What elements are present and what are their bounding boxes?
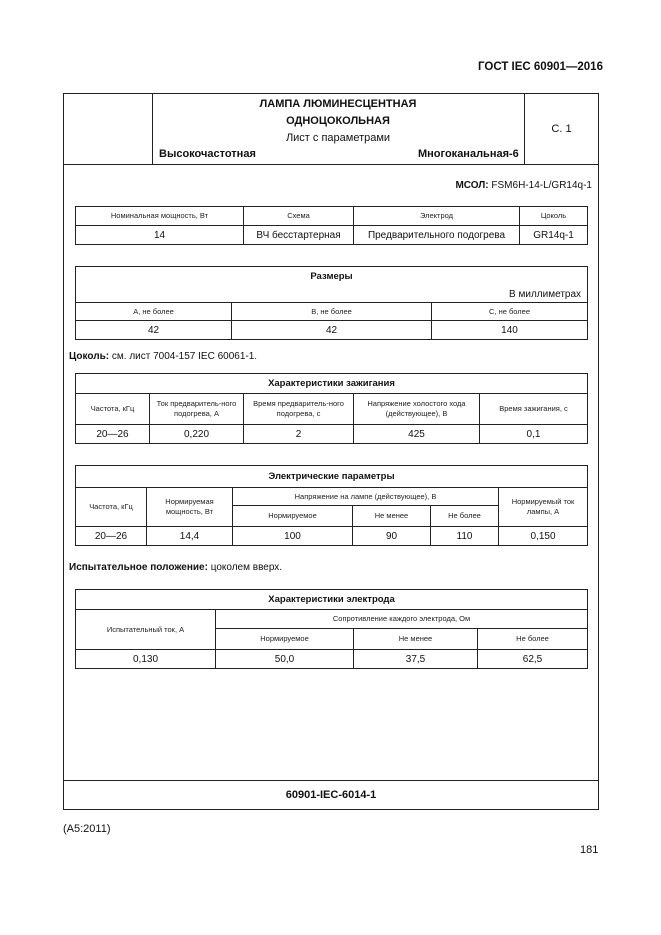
- cap-note-text: см. лист 7004-157 IEC 60061-1.: [111, 351, 258, 362]
- header-frequency: Частота, кГц: [76, 394, 150, 425]
- cell-open-circuit-voltage: 425: [354, 425, 480, 444]
- amendment-label: (А5:2011): [63, 823, 111, 835]
- cell-voltage-min: 90: [353, 527, 431, 546]
- header-electrode: Электрод: [354, 207, 520, 226]
- ignition-title: Характеристики зажигания: [76, 374, 588, 394]
- table-header-row: [76, 207, 588, 226]
- cell-dim-c: 140: [432, 321, 588, 340]
- cell-nominal-power: 14: [76, 226, 244, 245]
- cap-note-label: Цоколь:: [69, 351, 110, 362]
- header-test-current: Испытательный ток, А: [76, 610, 216, 650]
- table-row: [76, 527, 588, 546]
- cell-preheat-current: 0,220: [150, 425, 244, 444]
- sheet-title-line2: ОДНОЦОКОЛЬНАЯ: [286, 115, 390, 127]
- ignition-table: [75, 373, 588, 444]
- table-row: [76, 226, 588, 245]
- cell-voltage-rated: 100: [233, 527, 353, 546]
- sheet-title-line1: ЛАМПА ЛЮМИНЕСЦЕНТНАЯ: [259, 98, 417, 110]
- cell-resistance-max: 62,5: [478, 650, 588, 669]
- header-dim-c: C, не более: [432, 303, 588, 321]
- header-resistance-min: Не менее: [354, 629, 478, 650]
- header-preheat-current: Ток предваритель-ного подогрева, А: [150, 394, 244, 425]
- cell-frequency: 20—26: [76, 527, 147, 546]
- cell-rated-power: 14,4: [147, 527, 233, 546]
- electrical-table: [75, 465, 588, 546]
- table-header-row: [76, 303, 588, 321]
- table-header-row: [76, 610, 588, 629]
- header-circuit: Схема: [244, 207, 354, 226]
- header-voltage-max: Не более: [431, 506, 499, 527]
- cell-dim-b: 42: [232, 321, 432, 340]
- cell-voltage-max: 110: [431, 527, 499, 546]
- header-resistance-max: Не более: [478, 629, 588, 650]
- test-position-note: [69, 562, 282, 573]
- footer-divider: [64, 780, 598, 781]
- sheet-page-label: С. 1: [551, 123, 572, 135]
- header-electrode-resistance: Сопротивление каждого электрода, Ом: [216, 610, 588, 629]
- cell-electrode: Предварительного подогрева: [354, 226, 520, 245]
- test-position-text: цоколем вверх.: [210, 562, 283, 573]
- header-cap: Цоколь: [520, 207, 588, 226]
- cell-test-current: 0,130: [76, 650, 216, 669]
- header-resistance-rated: Нормируемое: [216, 629, 354, 650]
- sheet-subtitle: Лист с параметрами: [285, 132, 391, 144]
- header-voltage-rated: Нормируемое: [233, 506, 353, 527]
- header-frequency: Частота, кГц: [76, 488, 147, 527]
- cell-dim-a: 42: [76, 321, 232, 340]
- standard-number: ГОСТ IEC 60901—2016: [478, 61, 603, 73]
- sheet-code: 60901-IEC-6014-1: [285, 789, 377, 801]
- header-rated-current: Нормируемый ток лампы, А: [499, 488, 588, 527]
- header-ignition-time: Время зажигания, с: [480, 394, 588, 425]
- header-lamp-voltage: Напряжение на лампе (действующее), В: [233, 488, 499, 506]
- cell-cap: GR14q-1: [520, 226, 588, 245]
- header-voltage-min: Не менее: [353, 506, 431, 527]
- sheet-frame: [63, 93, 599, 810]
- page-number: 181: [580, 844, 599, 856]
- cell-ignition-time: 0,1: [480, 425, 588, 444]
- header-dim-a: A, не более: [76, 303, 232, 321]
- mcol-designation: [300, 180, 592, 191]
- electrode-title: Характеристики электрода: [76, 590, 588, 610]
- header-nominal-power: Номинальная мощность, Вт: [76, 207, 244, 226]
- type-multichannel: Многоканальная-6: [418, 148, 519, 160]
- header-preheat-time: Время предваритель-ного подогрева, с: [244, 394, 354, 425]
- cell-resistance-min: 37,5: [354, 650, 478, 669]
- dimensions-table: [75, 266, 588, 340]
- general-table: [75, 206, 588, 245]
- type-high-frequency: Высокочастотная: [159, 148, 256, 160]
- header-rated-power: Нормируемая мощность, Вт: [147, 488, 233, 527]
- cap-note: [69, 351, 257, 362]
- dimensions-title: Размеры: [76, 267, 588, 287]
- header-divider: [64, 164, 598, 165]
- cell-resistance-rated: 50,0: [216, 650, 354, 669]
- table-header-row: [76, 488, 588, 506]
- table-row: [76, 321, 588, 340]
- test-position-label: Испытательное положение:: [69, 562, 208, 573]
- dimensions-unit: В миллиметрах: [76, 287, 588, 303]
- mcol-value: FSM6H-14-L/GR14q-1: [491, 180, 592, 191]
- cell-preheat-time: 2: [244, 425, 354, 444]
- electrode-table: [75, 589, 588, 669]
- table-header-row: [76, 394, 588, 425]
- table-row: [76, 650, 588, 669]
- cell-rated-current: 0,150: [499, 527, 588, 546]
- header-dim-b: B, не более: [232, 303, 432, 321]
- table-row: [76, 425, 588, 444]
- cell-circuit: ВЧ бесстартерная: [244, 226, 354, 245]
- mcol-label: МСОЛ:: [455, 180, 489, 191]
- electrical-title: Электрические параметры: [76, 466, 588, 488]
- cell-frequency: 20—26: [76, 425, 150, 444]
- header-open-circuit-voltage: Напряжение холостого хода (действующее), В: [354, 394, 480, 425]
